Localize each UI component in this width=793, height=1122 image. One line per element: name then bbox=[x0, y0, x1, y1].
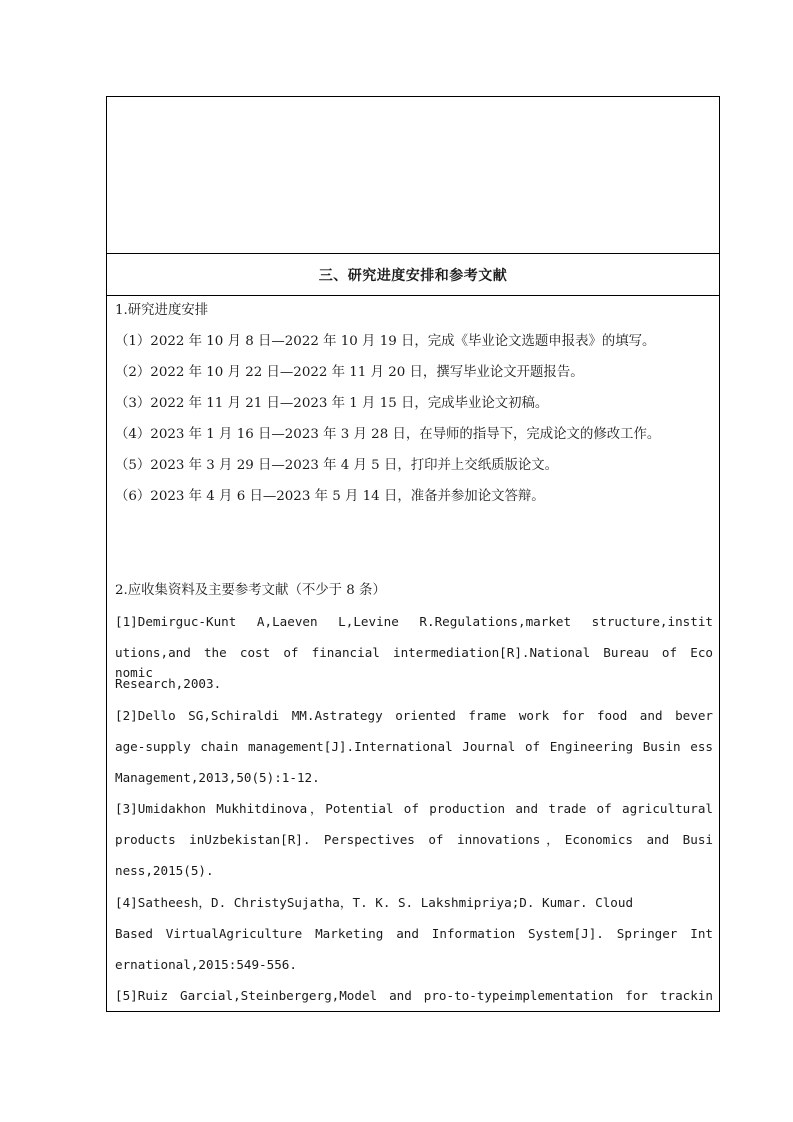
schedule-item: （4）2023 年 1 月 16 日—2023 年 3 月 28 日，在导师的指导下，完成论文的修改工作。 bbox=[115, 427, 661, 442]
references-heading: 2.应收集资料及主要参考文献（不少于 8 条） bbox=[115, 583, 386, 598]
schedule-references-cell bbox=[107, 296, 719, 1011]
reference-line: [1]Demirguc-Kunt A,Laeven L,Levine R.Regulations,market structure,instit bbox=[115, 614, 713, 629]
reference-line: utions,and the cost of financial intermediation[R].National Bureau of Eco nomic bbox=[115, 645, 713, 680]
blank-content-cell bbox=[107, 97, 719, 254]
proposal-form-table bbox=[106, 96, 720, 1012]
section-title: 三、研究进度安排和参考文献 bbox=[318, 267, 508, 284]
schedule-item: （5）2023 年 3 月 29 日—2023 年 4 月 5 日，打印并上交纸质版论文。 bbox=[115, 458, 559, 473]
reference-line: age-supply chain management[J].International Journal of Engineering Busin ess bbox=[115, 739, 713, 754]
reference-line: [5]Ruiz Garcial,Steinbergerg,Model and pro-to-typeimplementation for trackin bbox=[115, 988, 713, 1003]
schedule-heading: 1.研究进度安排 bbox=[115, 303, 209, 318]
reference-line: Based VirtualAgriculture Marketing and Information System[J]. Springer Int bbox=[115, 926, 713, 941]
section-header bbox=[107, 254, 719, 296]
reference-line: [4]Satheesh，D. ChristySujatha，T. K. S. Lakshmipriya;D. Kumar. Cloud bbox=[115, 895, 634, 910]
schedule-item: （6）2023 年 4 月 6 日—2023 年 5 月 14 日，准备并参加论文答辩。 bbox=[115, 489, 545, 504]
reference-line: [3]Umidakhon Mukhitdinova，Potential of production and trade of agricultural bbox=[115, 801, 713, 816]
schedule-item: （1）2022 年 10 月 8 日—2022 年 10 月 19 日，完成《毕业论文选题申报表》的填写。 bbox=[115, 334, 656, 349]
reference-line: ernational,2015:549-556. bbox=[115, 957, 297, 972]
reference-line: Research,2003. bbox=[115, 676, 222, 691]
schedule-item: （2）2022 年 10 月 22 日—2022 年 11 月 20 日，撰写毕业论文开题报告。 bbox=[115, 365, 584, 380]
reference-line: Management,2013,50(5):1-12. bbox=[115, 770, 320, 785]
reference-line: products inUzbekistan[R]. Perspectives of innovations，Economics and Busi bbox=[115, 832, 713, 847]
reference-line: [2]Dello SG,Schiraldi MM.Astrategy oriented frame work for food and bever bbox=[115, 708, 713, 723]
schedule-item: （3）2022 年 11 月 21 日—2023 年 1 月 15 日，完成毕业论文初稿。 bbox=[115, 396, 549, 411]
reference-line: ness,2015(5). bbox=[115, 863, 214, 878]
